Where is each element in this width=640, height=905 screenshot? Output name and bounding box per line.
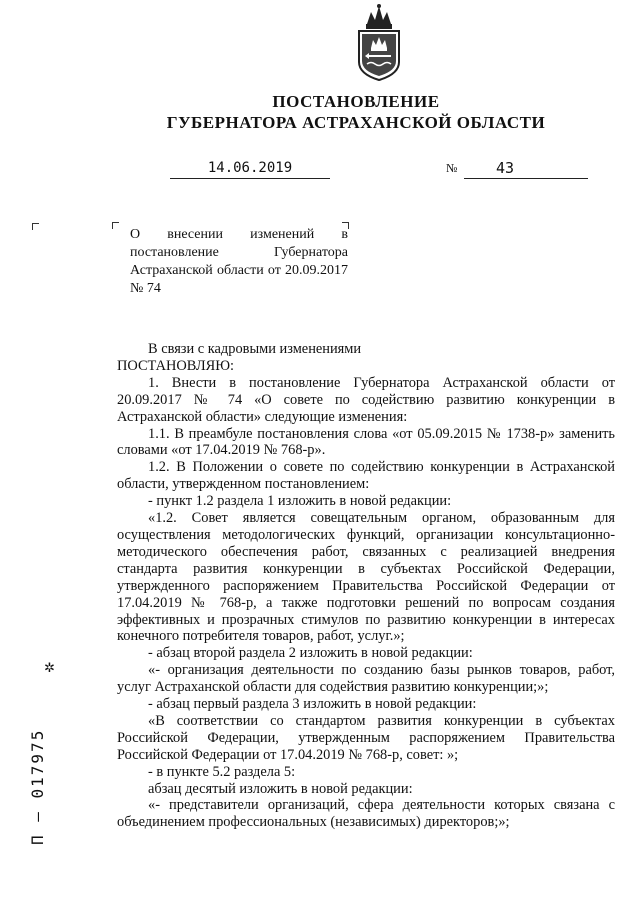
serial-number: П – 017975 (28, 728, 47, 845)
quoted-paragraph: «1.2. Совет является совещательным органом, образованным для осуществления методологических функций, организации консультационно-методического обеспечения работ, связанных с реализацией внедрения стандарта развития конкуренции в субъектах Российской Федерации, утвержденного распоряжением Правительства Российской Федерации от 17.04.2019 № 768-р, а также подготовки решений по вопросам создания эффективных и прозрачных стимулов по развитию конкуренции в интересах конечного потребителя товаров, работ, услуг.»; (117, 510, 615, 645)
document-body (117, 341, 615, 831)
document-title-line1: ПОСТАНОВЛЕНИЕ (272, 92, 440, 111)
number-sign: № (446, 161, 458, 175)
quoted-paragraph: «В соответствии со стандартом развития конкуренции в субъектах Российской Федерации, утвержденным распоряжением Правительства Российской Федерации от 17.04.2019 № 768-р, совет: »; (117, 712, 615, 763)
document-date: 14.06.2019 (207, 160, 293, 176)
list-item: - абзац первый раздела 3 изложить в новой редакции: (148, 696, 477, 713)
preamble: В связи с кадровыми изменениями (148, 341, 362, 357)
document-number: 43 (495, 159, 515, 177)
list-item: - в пункте 5.2 раздела 5: (148, 763, 296, 780)
list-item: - пункт 1.2 раздела 1 изложить в новой редакции: (148, 493, 452, 510)
date-underline (170, 178, 330, 179)
quoted-paragraph: «- организация деятельности по созданию базы рынков товаров, работ, услуг Астраханской области для содействия развитию конкуренции;»; (117, 662, 615, 696)
margin-corner-mark (32, 223, 39, 230)
decree-word: ПОСТАНОВЛЯЮ: (117, 357, 235, 374)
list-item: абзац десятый изложить в новой редакции: (148, 780, 413, 797)
list-item: - абзац второй раздела 2 изложить в новой редакции: (148, 645, 473, 662)
subject-corner-left (112, 222, 119, 229)
margin-serial-stamp (20, 620, 60, 850)
number-underline (464, 178, 588, 179)
paragraph-1-2: 1.2. В Положении о совете по содействию конкуренции в Астраханской области, утвержденном постановлением: (117, 459, 615, 493)
paragraph-1-1: 1.1. В преамбуле постановления слова «от 05.09.2015 № 1738-р» заменить словами «от 17.04.2019 № 768-р». (117, 425, 615, 459)
document-title-line2: ГУБЕРНАТОРА АСТРАХАНСКОЙ ОБЛАСТИ (166, 113, 546, 132)
coat-of-arms-icon (353, 4, 405, 82)
document-subject: О внесении изменений в постановление Губернатора Астраханской области от 20.09.2017 № 74 (130, 227, 348, 296)
quoted-paragraph: «- представители организаций, сфера деятельности которых связана с объединением профессиональных (независимых) директоров;»; (117, 797, 615, 831)
paragraph-1: 1. Внести в постановление Губернатора Астраханской области от 20.09.2017 № 74 «О совете по содействию развитию конкуренции в Астраханской области» следующие изменения: (117, 374, 615, 425)
asterisk-icon: ✲ (44, 660, 55, 675)
